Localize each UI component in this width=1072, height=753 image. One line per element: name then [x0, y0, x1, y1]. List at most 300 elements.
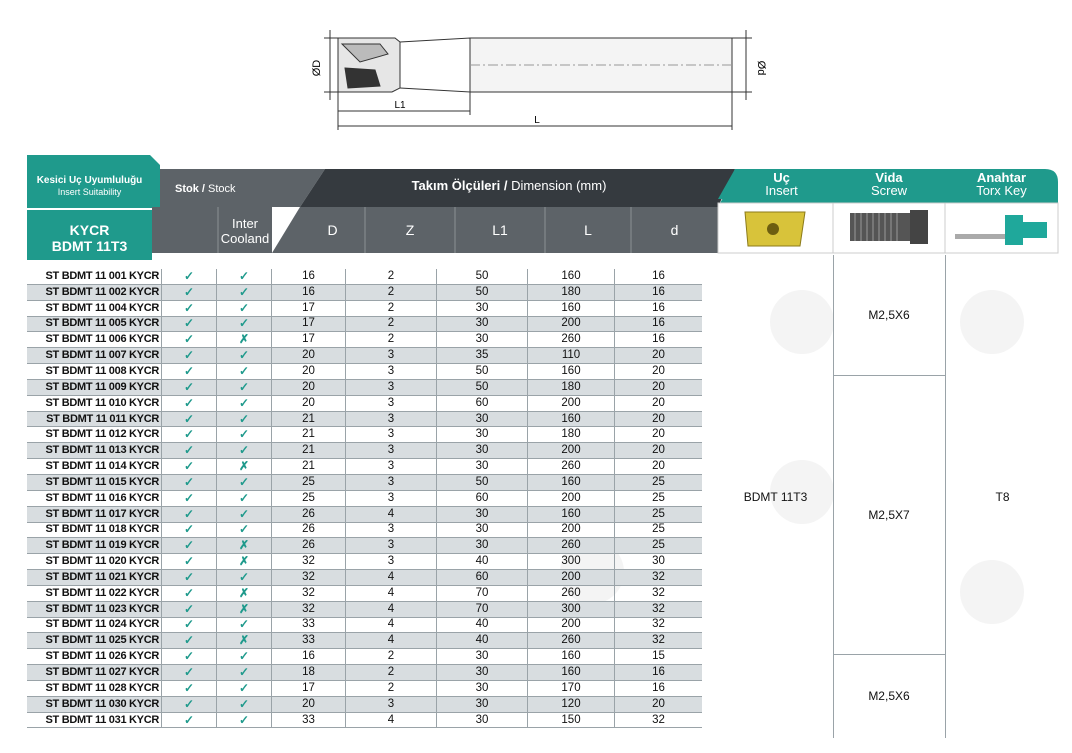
stock-mark: ✓: [162, 427, 217, 443]
table-row: [27, 474, 702, 490]
product-code: ST BDMT 11 014 KYCR: [27, 459, 162, 475]
shank-d: 20: [615, 364, 703, 380]
shank-d: 32: [615, 633, 703, 649]
shank-d: 25: [615, 538, 703, 554]
stock-mark: ✓: [162, 601, 217, 617]
shank-d: 20: [615, 395, 703, 411]
product-code: ST BDMT 11 023 KYCR: [27, 601, 162, 617]
product-code: ST BDMT 11 002 KYCR: [27, 284, 162, 300]
length-L1: 30: [437, 538, 528, 554]
coolant-mark: ✗: [217, 459, 272, 475]
coolant-mark: ✓: [217, 269, 272, 284]
table-row: [27, 364, 702, 380]
coolant-mark: ✓: [217, 284, 272, 300]
insert-value: BDMT 11T3: [743, 489, 808, 504]
diameter-D: 20: [272, 379, 346, 395]
screw-b-cell: [833, 376, 945, 655]
length-L: 300: [528, 601, 615, 617]
key-value: T8: [995, 489, 1010, 504]
col-L-header: L: [584, 222, 592, 238]
stock-mark: ✓: [162, 490, 217, 506]
length-L: 200: [528, 570, 615, 586]
coolant-mark: ✓: [217, 348, 272, 364]
screw-c-value: M2,5X6: [868, 689, 910, 703]
teeth-Z: 4: [346, 633, 437, 649]
table-header-graphic: [0, 0, 1072, 260]
table-row: [27, 300, 702, 316]
coolant-mark: ✓: [217, 712, 272, 728]
shank-d: 20: [615, 427, 703, 443]
coolant-mark: ✓: [217, 506, 272, 522]
shank-d: 32: [615, 570, 703, 586]
length-L1: 60: [437, 570, 528, 586]
length-L1: 30: [437, 522, 528, 538]
length-L: 160: [528, 411, 615, 427]
insert-header-tr: Uç: [773, 170, 790, 185]
insert-header-en: Insert: [765, 183, 798, 198]
shank-d: 16: [615, 316, 703, 332]
dimension-header-bold: Takım Ölçüleri /: [411, 178, 508, 193]
table-row: [27, 585, 702, 601]
product-code: ST BDMT 11 018 KYCR: [27, 522, 162, 538]
coolant-mark: ✓: [217, 490, 272, 506]
stock-header: [175, 183, 236, 195]
stock-header-en: Stock: [208, 183, 236, 195]
diameter-D: 18: [272, 665, 346, 681]
table-row: [27, 316, 702, 332]
shank-d: 20: [615, 696, 703, 712]
shank-d: 16: [615, 665, 703, 681]
col-Z-header: Z: [405, 222, 415, 238]
stock-mark: ✓: [162, 554, 217, 570]
table-row: [27, 427, 702, 443]
teeth-Z: 3: [346, 443, 437, 459]
length-L1: 40: [437, 554, 528, 570]
diameter-D: 16: [272, 284, 346, 300]
shank-d: 32: [615, 617, 703, 633]
length-L1: 50: [437, 379, 528, 395]
product-code: ST BDMT 11 022 KYCR: [27, 585, 162, 601]
coolant-mark: ✓: [217, 665, 272, 681]
diameter-D: 20: [272, 348, 346, 364]
inter-cooland-header: [218, 216, 272, 246]
teeth-Z: 3: [346, 348, 437, 364]
product-code: ST BDMT 11 013 KYCR: [27, 443, 162, 459]
teeth-Z: 4: [346, 712, 437, 728]
teeth-Z: 4: [346, 570, 437, 586]
key-value-cell: [945, 255, 1059, 738]
length-L: 160: [528, 300, 615, 316]
length-L1: 70: [437, 601, 528, 617]
stock-mark: ✓: [162, 269, 217, 284]
length-L: 260: [528, 633, 615, 649]
diameter-D: 32: [272, 601, 346, 617]
length-L: 300: [528, 554, 615, 570]
diameter-D: 26: [272, 522, 346, 538]
stock-mark: ✓: [162, 649, 217, 665]
key-header: [945, 171, 1058, 197]
diameter-D: 33: [272, 617, 346, 633]
length-L1: 30: [437, 680, 528, 696]
product-code: ST BDMT 11 024 KYCR: [27, 617, 162, 633]
coolant-mark: ✗: [217, 538, 272, 554]
dimension-header-en: Dimension (mm): [511, 178, 607, 193]
dim-phi-D: ØD: [311, 59, 323, 77]
table-row: [27, 538, 702, 554]
teeth-Z: 3: [346, 364, 437, 380]
product-code: ST BDMT 11 028 KYCR: [27, 680, 162, 696]
diameter-D: 25: [272, 490, 346, 506]
teeth-Z: 2: [346, 316, 437, 332]
shank-d: 32: [615, 712, 703, 728]
length-L: 260: [528, 332, 615, 348]
product-code: ST BDMT 11 010 KYCR: [27, 395, 162, 411]
length-L: 160: [528, 665, 615, 681]
teeth-Z: 4: [346, 506, 437, 522]
length-L: 200: [528, 490, 615, 506]
stock-mark: ✓: [162, 459, 217, 475]
table-row: [27, 459, 702, 475]
diameter-D: 20: [272, 696, 346, 712]
length-L: 120: [528, 696, 615, 712]
stock-mark: ✓: [162, 633, 217, 649]
shank-d: 16: [615, 332, 703, 348]
shank-d: 20: [615, 348, 703, 364]
table-row: [27, 506, 702, 522]
table-row: [27, 284, 702, 300]
stock-mark: ✓: [162, 570, 217, 586]
length-L: 260: [528, 459, 615, 475]
table-row: [27, 570, 702, 586]
insert-header: [730, 171, 833, 197]
product-code: ST BDMT 11 015 KYCR: [27, 474, 162, 490]
teeth-Z: 3: [346, 490, 437, 506]
length-L: 200: [528, 617, 615, 633]
coolant-mark: ✓: [217, 379, 272, 395]
length-L: 180: [528, 379, 615, 395]
coolant-mark: ✓: [217, 617, 272, 633]
teeth-Z: 4: [346, 617, 437, 633]
product-code: ST BDMT 11 008 KYCR: [27, 364, 162, 380]
product-code: ST BDMT 11 031 KYCR: [27, 712, 162, 728]
teeth-Z: 3: [346, 522, 437, 538]
diameter-D: 32: [272, 570, 346, 586]
table-row: [27, 665, 702, 681]
stock-mark: ✓: [162, 712, 217, 728]
teeth-Z: 3: [346, 379, 437, 395]
teeth-Z: 2: [346, 300, 437, 316]
insert-suitability-subtitle: Insert Suitability: [57, 187, 122, 197]
length-L1: 30: [437, 300, 528, 316]
dim-phi-d: Ød: [755, 60, 767, 76]
coolant-mark: ✓: [217, 443, 272, 459]
length-L1: 60: [437, 395, 528, 411]
table-row: [27, 490, 702, 506]
table-row: [27, 443, 702, 459]
inter-label: Inter: [231, 216, 258, 231]
shank-d: 16: [615, 269, 703, 284]
coolant-mark: ✗: [217, 601, 272, 617]
stock-mark: ✓: [162, 443, 217, 459]
table-row: [27, 395, 702, 411]
coolant-mark: ✓: [217, 411, 272, 427]
table-row: [27, 649, 702, 665]
length-L1: 70: [437, 585, 528, 601]
length-L1: 30: [437, 712, 528, 728]
insert-suitability-title: Kesici Uç Uyumluluğu: [36, 175, 143, 186]
teeth-Z: 3: [346, 696, 437, 712]
length-L1: 30: [437, 411, 528, 427]
stock-mark: ✓: [162, 680, 217, 696]
screw-b-value: M2,5X7: [868, 508, 910, 522]
screw-c-cell: [833, 655, 945, 737]
table-row: [27, 633, 702, 649]
shank-d: 30: [615, 554, 703, 570]
shank-d: 25: [615, 506, 703, 522]
product-code: ST BDMT 11 012 KYCR: [27, 427, 162, 443]
col-L1-header: L1: [492, 222, 508, 238]
table-row: [27, 522, 702, 538]
product-code: ST BDMT 11 007 KYCR: [27, 348, 162, 364]
coolant-mark: ✗: [217, 332, 272, 348]
diameter-D: 32: [272, 554, 346, 570]
table-row: [27, 348, 702, 364]
product-code: ST BDMT 11 020 KYCR: [27, 554, 162, 570]
length-L: 170: [528, 680, 615, 696]
length-L: 260: [528, 585, 615, 601]
dimension-header: [300, 178, 718, 193]
coolant-mark: ✗: [217, 554, 272, 570]
product-code: ST BDMT 11 005 KYCR: [27, 316, 162, 332]
product-code: ST BDMT 11 006 KYCR: [27, 332, 162, 348]
screw-a-cell: [833, 255, 945, 376]
cooland-label: Cooland: [220, 231, 270, 246]
coolant-mark: ✓: [217, 570, 272, 586]
stock-mark: ✓: [162, 411, 217, 427]
table-row: [27, 696, 702, 712]
shank-d: 15: [615, 649, 703, 665]
table-row: [27, 269, 702, 284]
shank-d: 20: [615, 459, 703, 475]
shank-d: 20: [615, 443, 703, 459]
product-code: ST BDMT 11 021 KYCR: [27, 570, 162, 586]
stock-mark: ✓: [162, 474, 217, 490]
table-row: [27, 332, 702, 348]
shank-d: 25: [615, 522, 703, 538]
length-L1: 30: [437, 696, 528, 712]
length-L: 260: [528, 538, 615, 554]
col-D-header: D: [327, 222, 338, 238]
teeth-Z: 2: [346, 332, 437, 348]
shank-d: 20: [615, 411, 703, 427]
length-L: 160: [528, 506, 615, 522]
bdmt-label: BDMT 11T3: [51, 238, 128, 254]
product-code: ST BDMT 11 025 KYCR: [27, 633, 162, 649]
table-row: [27, 617, 702, 633]
diameter-D: 16: [272, 269, 346, 284]
coolant-mark: ✓: [217, 696, 272, 712]
length-L1: 50: [437, 364, 528, 380]
length-L: 180: [528, 284, 615, 300]
product-code: ST BDMT 11 026 KYCR: [27, 649, 162, 665]
table-row: [27, 712, 702, 728]
length-L: 160: [528, 269, 615, 284]
coolant-mark: ✓: [217, 474, 272, 490]
length-L: 110: [528, 348, 615, 364]
diameter-D: 32: [272, 585, 346, 601]
length-L: 200: [528, 443, 615, 459]
screw-header-tr: Vida: [875, 170, 903, 185]
teeth-Z: 3: [346, 554, 437, 570]
dim-L: L: [534, 115, 540, 126]
length-L1: 30: [437, 665, 528, 681]
stock-mark: ✓: [162, 379, 217, 395]
product-table: [27, 269, 702, 728]
shank-d: 16: [615, 300, 703, 316]
shank-d: 32: [615, 601, 703, 617]
shank-d: 20: [615, 379, 703, 395]
stock-mark: ✓: [162, 300, 217, 316]
stock-mark: ✓: [162, 364, 217, 380]
coolant-mark: ✓: [217, 522, 272, 538]
coolant-mark: ✓: [217, 680, 272, 696]
stock-mark: ✓: [162, 395, 217, 411]
length-L1: 30: [437, 316, 528, 332]
product-code: ST BDMT 11 027 KYCR: [27, 665, 162, 681]
teeth-Z: 3: [346, 411, 437, 427]
table-row: [27, 601, 702, 617]
table-row: [27, 379, 702, 395]
shank-d: 25: [615, 474, 703, 490]
length-L: 150: [528, 712, 615, 728]
coolant-mark: ✗: [217, 633, 272, 649]
stock-mark: ✓: [162, 617, 217, 633]
product-code: ST BDMT 11 009 KYCR: [27, 379, 162, 395]
table-row: [27, 680, 702, 696]
table-row: [27, 411, 702, 427]
diameter-D: 20: [272, 395, 346, 411]
teeth-Z: 2: [346, 680, 437, 696]
product-code: ST BDMT 11 001 KYCR: [27, 269, 162, 284]
stock-mark: ✓: [162, 506, 217, 522]
length-L: 160: [528, 474, 615, 490]
length-L: 200: [528, 522, 615, 538]
diameter-D: 21: [272, 411, 346, 427]
shank-d: 32: [615, 585, 703, 601]
diameter-D: 33: [272, 633, 346, 649]
diameter-D: 17: [272, 316, 346, 332]
stock-mark: ✓: [162, 522, 217, 538]
coolant-mark: ✓: [217, 316, 272, 332]
teeth-Z: 3: [346, 427, 437, 443]
length-L1: 30: [437, 427, 528, 443]
teeth-Z: 3: [346, 538, 437, 554]
coolant-mark: ✓: [217, 300, 272, 316]
teeth-Z: 2: [346, 269, 437, 284]
diameter-D: 26: [272, 538, 346, 554]
stock-mark: ✓: [162, 348, 217, 364]
stock-mark: ✓: [162, 696, 217, 712]
teeth-Z: 3: [346, 459, 437, 475]
coolant-mark: ✓: [217, 427, 272, 443]
length-L: 160: [528, 649, 615, 665]
product-code: ST BDMT 11 004 KYCR: [27, 300, 162, 316]
diameter-D: 33: [272, 712, 346, 728]
stock-mark: ✓: [162, 665, 217, 681]
teeth-Z: 3: [346, 474, 437, 490]
screw-header-en: Screw: [870, 183, 908, 198]
length-L: 180: [528, 427, 615, 443]
diameter-D: 26: [272, 506, 346, 522]
length-L1: 60: [437, 490, 528, 506]
stock-mark: ✓: [162, 538, 217, 554]
key-header-tr: Anahtar: [976, 170, 1027, 185]
screw-header: [833, 171, 945, 197]
teeth-Z: 4: [346, 585, 437, 601]
length-L: 200: [528, 395, 615, 411]
teeth-Z: 2: [346, 649, 437, 665]
diameter-D: 16: [272, 649, 346, 665]
length-L1: 30: [437, 459, 528, 475]
diameter-D: 17: [272, 680, 346, 696]
stock-header-bold: Stok /: [175, 183, 205, 195]
product-code: ST BDMT 11 017 KYCR: [27, 506, 162, 522]
diameter-D: 17: [272, 332, 346, 348]
product-code: ST BDMT 11 011 KYCR: [27, 411, 162, 427]
key-header-en: Torx Key: [976, 183, 1027, 198]
coolant-mark: ✓: [217, 395, 272, 411]
length-L1: 35: [437, 348, 528, 364]
dim-L1: L1: [394, 100, 406, 111]
diameter-D: 17: [272, 300, 346, 316]
diameter-D: 21: [272, 459, 346, 475]
stock-mark: ✓: [162, 284, 217, 300]
shank-d: 16: [615, 284, 703, 300]
length-L1: 30: [437, 443, 528, 459]
shank-d: 16: [615, 680, 703, 696]
teeth-Z: 2: [346, 665, 437, 681]
teeth-Z: 3: [346, 395, 437, 411]
table-row: [27, 554, 702, 570]
stock-mark: ✓: [162, 316, 217, 332]
diameter-D: 20: [272, 364, 346, 380]
length-L1: 30: [437, 332, 528, 348]
stock-mark: ✓: [162, 585, 217, 601]
teeth-Z: 4: [346, 601, 437, 617]
insert-value-cell: [718, 255, 834, 738]
coolant-mark: ✓: [217, 364, 272, 380]
length-L1: 40: [437, 617, 528, 633]
coolant-mark: ✓: [217, 649, 272, 665]
length-L1: 30: [437, 506, 528, 522]
screw-a-value: M2,5X6: [868, 308, 910, 322]
stock-mark: ✓: [162, 332, 217, 348]
length-L1: 40: [437, 633, 528, 649]
coolant-mark: ✗: [217, 585, 272, 601]
length-L1: 50: [437, 474, 528, 490]
product-code: ST BDMT 11 019 KYCR: [27, 538, 162, 554]
product-code: ST BDMT 11 030 KYCR: [27, 696, 162, 712]
length-L1: 30: [437, 649, 528, 665]
length-L: 200: [528, 316, 615, 332]
length-L1: 50: [437, 269, 528, 284]
diameter-D: 25: [272, 474, 346, 490]
diameter-D: 21: [272, 443, 346, 459]
length-L: 160: [528, 364, 615, 380]
kycr-label: KYCR: [69, 222, 110, 238]
length-L1: 50: [437, 284, 528, 300]
col-d-header: d: [670, 222, 679, 238]
